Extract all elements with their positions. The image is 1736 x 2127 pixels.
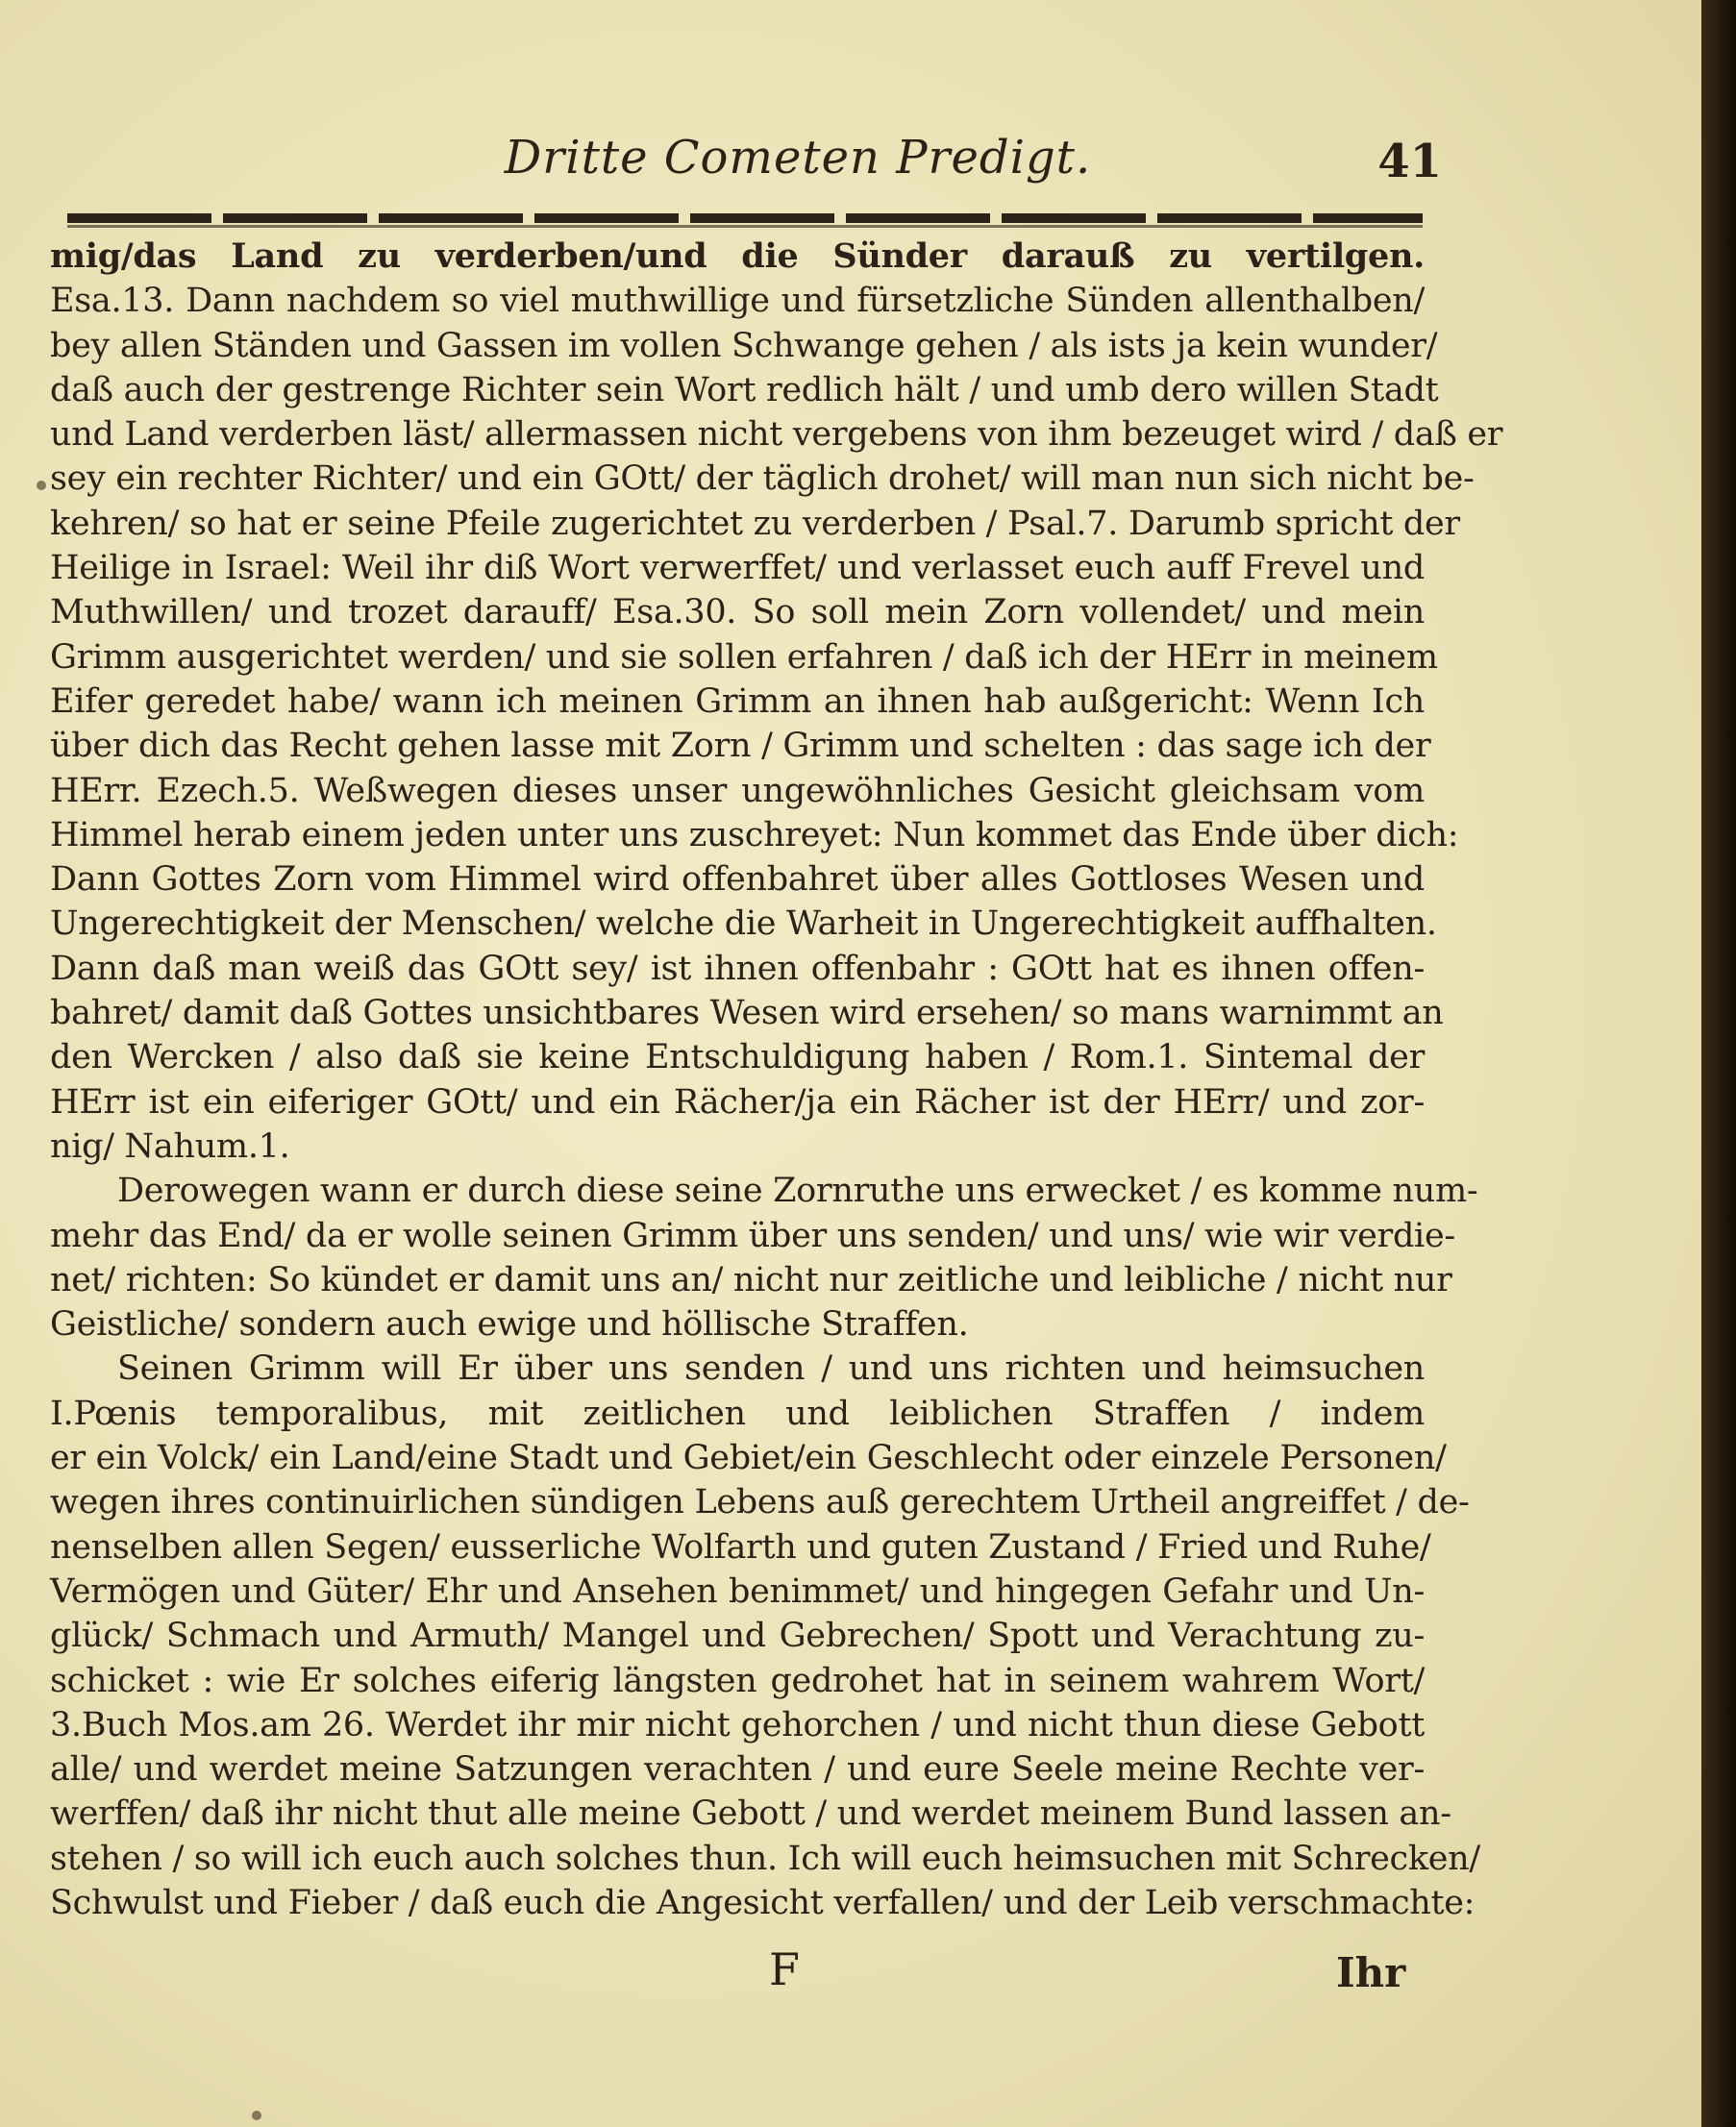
- catchword: Ihr: [1336, 1949, 1406, 1996]
- text-line: HErr ist ein eiferiger GOtt/ und ein Rächer/ja ein Rächer ist der HErr/ und zor-: [50, 1082, 1425, 1122]
- page-footer: [58, 1943, 1423, 2001]
- text-line: werffen/ daß ihr nicht thut alle meine Gebott / und werdet meinem Bund lassen an-: [50, 1794, 1451, 1834]
- body-text: [50, 235, 1503, 1925]
- page-edge-shadow: [1701, 0, 1736, 2127]
- text-line: sey ein rechter Richter/ und ein GOtt/ der täglich drohet/ will man nun sich nicht be-: [50, 459, 1475, 499]
- text-line: Vermögen und Güter/ Ehr und Ansehen benimmet/ und hingegen Gefahr und Un-: [50, 1571, 1425, 1611]
- text-line: Heilige in Israel: Weil ihr diß Wort verwerffet/ und verlasset euch auff Frevel und: [50, 549, 1425, 588]
- text-line: bahret/ damit daß Gottes unsichtbares Wesen wird ersehen/ so mans warnimmt an: [50, 994, 1444, 1033]
- text-line: Muthwillen/ und trozet darauff/ Esa.30. So soll mein Zorn vollendet/ und mein: [50, 593, 1425, 632]
- text-line: daß auch der gestrenge Richter sein Wort redlich hält / und umb dero willen Stadt: [50, 370, 1439, 409]
- text-line: wegen ihres continuirlichen sündigen Lebens auß gerechtem Urtheil angreiffet / de-: [50, 1483, 1470, 1522]
- text-line: Geistliche/ sondern auch ewige und höllische Straffen.: [50, 1305, 969, 1345]
- text-line: Esa.13. Dann nachdem so viel muthwillige und fürsetzliche Sünden allenthalben/: [50, 282, 1425, 321]
- page-number: 41: [1377, 135, 1442, 188]
- page-header: [58, 131, 1442, 198]
- ink-speck: [37, 481, 46, 490]
- text-line: Derowegen wann er durch diese seine Zornruthe uns erwecket / es komme num-: [117, 1172, 1478, 1211]
- ink-speck: [252, 2111, 261, 2120]
- text-line: nig/ Nahum.1.: [50, 1126, 290, 1166]
- text-line: stehen / so will ich euch auch solches thun. Ich will euch heimsuchen mit Schrecken/: [50, 1839, 1480, 1878]
- text-line: HErr. Ezech.5. Weßwegen dieses unser ungewöhnliches Gesicht gleichsam vom: [50, 771, 1425, 810]
- text-line: schicket : wie Er solches eiferig längsten gedrohet hat in seinem wahrem Wort/: [50, 1661, 1425, 1700]
- text-line: Seinen Grimm will Er über uns senden / und uns richten und heimsuchen: [117, 1349, 1425, 1389]
- text-line: I.Pœnis temporalibus, mit zeitlichen und leiblichen Straffen / indem: [50, 1394, 1425, 1433]
- text-line: Eifer geredet habe/ wann ich meinen Grimm an ihnen hab außgericht: Wenn Ich: [50, 681, 1425, 721]
- header-rule: [67, 213, 1423, 223]
- text-line: mig/das Land zu verderben/und die Sünder darauß zu vertilgen.: [50, 236, 1425, 276]
- header-rule-underline: [67, 225, 1423, 228]
- text-line: 3.Buch Mos.am 26. Werdet ihr mir nicht gehorchen / und nicht thun diese Gebott: [50, 1705, 1425, 1744]
- text-line: alle/ und werdet meine Satzungen verachten / und eure Seele meine Rechte ver-: [50, 1750, 1425, 1790]
- text-line: Himmel herab einem jeden unter uns zuschreyet: Nun kommet das Ende über dich:: [50, 815, 1459, 854]
- text-line: Dann daß man weiß das GOtt sey/ ist ihnen offenbahr : GOtt hat es ihnen offen-: [50, 949, 1425, 988]
- text-line: nenselben allen Segen/ eusserliche Wolfarth und guten Zustand / Fried und Ruhe/: [50, 1527, 1431, 1567]
- text-line: Grimm ausgerichtet werden/ und sie sollen erfahren / daß ich der HErr in meinem: [50, 637, 1438, 677]
- text-line: Ungerechtigkeit der Menschen/ welche die Warheit in Ungerechtigkeit auffhalten.: [50, 904, 1437, 944]
- running-title: Dritte Cometen Predigt.: [504, 131, 1092, 185]
- signature-mark: F: [769, 1943, 800, 1995]
- text-line: Dann Gottes Zorn vom Himmel wird offenbahret über alles Gottloses Wesen und: [50, 860, 1425, 900]
- text-line: den Wercken / also daß sie keine Entschuldigung haben / Rom.1. Sintemal der: [50, 1038, 1425, 1077]
- text-line: er ein Volck/ ein Land/eine Stadt und Gebiet/ein Geschlecht oder einzele Personen/: [50, 1439, 1447, 1478]
- text-line: Schwulst und Fieber / daß euch die Angesicht verfallen/ und der Leib verschmachte:: [50, 1883, 1476, 1922]
- text-line: bey allen Ständen und Gassen im vollen Schwange gehen / als ists ja kein wunder/: [50, 326, 1438, 365]
- text-line: kehren/ so hat er seine Pfeile zugerichtet zu verderben / Psal.7. Darumb spricht der: [50, 504, 1460, 543]
- text-line: und Land verderben läst/ allermassen nicht vergebens von ihm bezeuget wird / daß er: [50, 415, 1503, 455]
- text-line: glück/ Schmach und Armuth/ Mangel und Gebrechen/ Spott und Verachtung zu-: [50, 1617, 1425, 1656]
- text-line: über dich das Recht gehen lasse mit Zorn / Grimm und schelten : das sage ich der: [50, 727, 1431, 766]
- text-line: mehr das End/ da er wolle seinen Grimm über uns senden/ und uns/ wie wir verdie-: [50, 1216, 1455, 1255]
- text-line: net/ richten: So kündet er damit uns an/ nicht nur zeitliche und leibliche / nicht nur: [50, 1260, 1452, 1299]
